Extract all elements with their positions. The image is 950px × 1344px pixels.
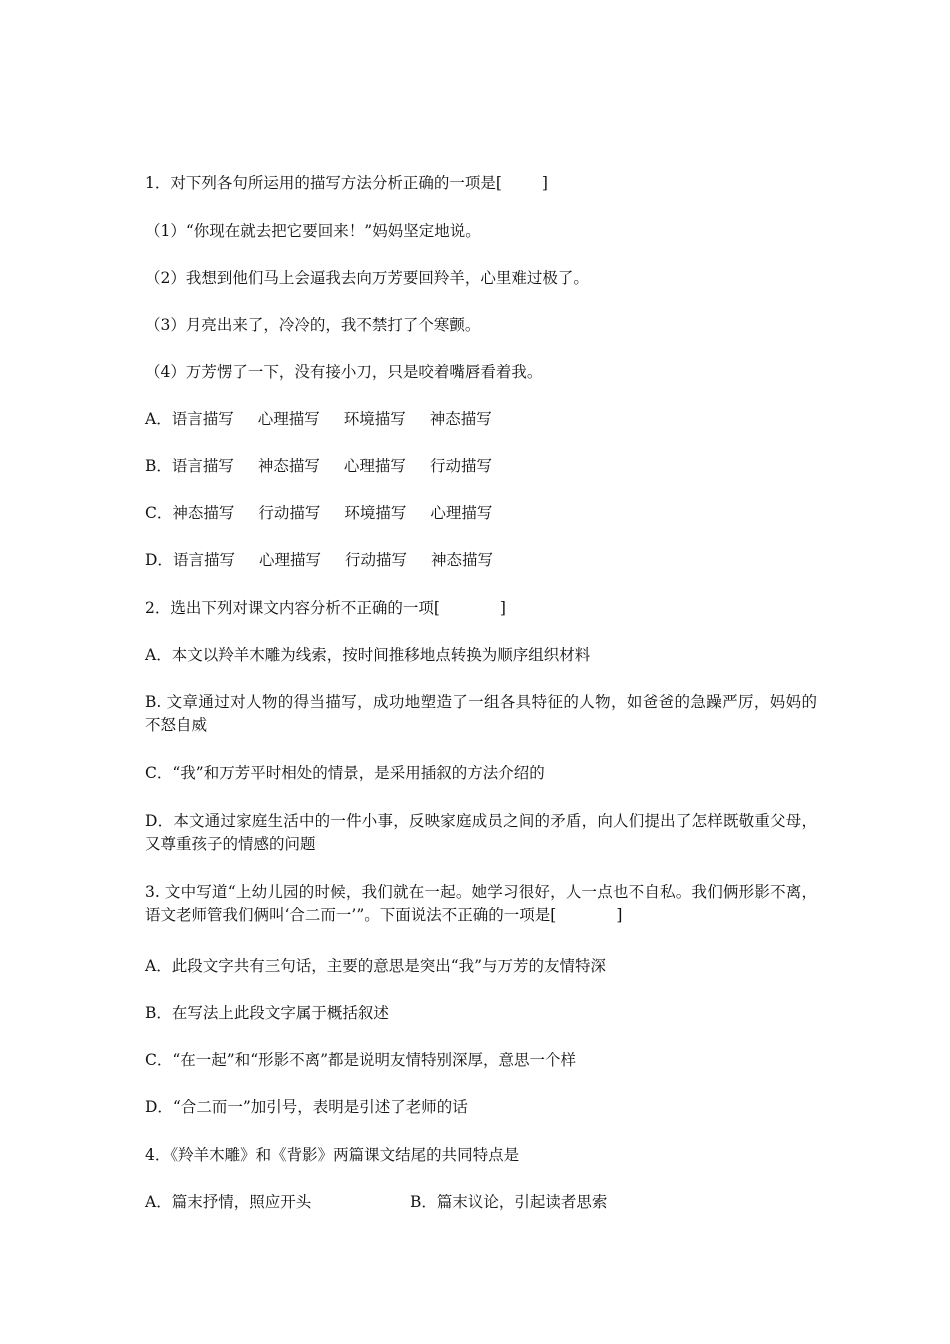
q3-option-c: C．“在一起”和“形影不离”都是说明友情特别深厚，意思一个样 [145, 1051, 577, 1069]
q1-stem: 1．对下列各句所运用的描写方法分析正确的一项是[ ] [145, 174, 548, 192]
q3-stem: 3. 文中写道“上幼儿园的时候，我们就在一起。她学习很好，人一点也不自私。我们俩形影不离，语文老师管我们俩叫‘合二而一’”。下面说法不正确的一项是[ ] [145, 883, 817, 924]
q1-option-c: C．神态描写 行动描写 环境描写 心理描写 [145, 504, 493, 522]
q2-option-d: D．本文通过家庭生活中的一件小事，反映家庭成员之间的矛盾，向人们提出了怎样既敬重父母，又尊重孩子的情感的问题 [145, 812, 817, 853]
q1-option-b: B．语言描写 神态描写 心理描写 行动描写 [145, 457, 492, 475]
q2-stem: 2．选出下列对课文内容分析不正确的一项[ ] [145, 599, 506, 617]
q3-option-d: D．“合二而一”加引号，表明是引述了老师的话 [145, 1098, 468, 1116]
q1-sentence-1: （1）“你现在就去把它要回来！”妈妈坚定地说。 [145, 222, 481, 240]
q1-sentence-4: （4）万芳愣了一下，没有接小刀，只是咬着嘴唇看着我。 [145, 363, 543, 381]
q1-option-a: A．语言描写 心理描写 环境描写 神态描写 [145, 410, 492, 428]
q4-stem: 4．《羚羊木雕》和《背影》两篇课文结尾的共同特点是 [145, 1146, 520, 1164]
q2-option-a: A．本文以羚羊木雕为线索，按时间推移地点转换为顺序组织材料 [145, 646, 591, 664]
q4-option-a: A．篇末抒情，照应开头 [145, 1193, 312, 1211]
q4-option-b: B．篇末议论，引起读者思索 [410, 1193, 608, 1211]
q1-option-d: D．语言描写 心理描写 行动描写 神态描写 [145, 551, 493, 569]
q2-option-c: C．“我”和万芳平时相处的情景，是采用插叙的方法介绍的 [145, 764, 545, 782]
q3-option-b: B．在写法上此段文字属于概括叙述 [145, 1004, 389, 1022]
q3-option-a: A．此段文字共有三句话，主要的意思是突出“我”与万芳的友情特深 [145, 957, 607, 975]
q1-sentence-2: （2）我想到他们马上会逼我去向万芳要回羚羊，心里难过极了。 [145, 269, 589, 287]
q4-options [145, 1191, 817, 1214]
q2-option-b: B. 文章通过对人物的得当描写，成功地塑造了一组各具特征的人物，如爸爸的急躁严厉，妈妈的不怒自威 [145, 693, 817, 734]
q1-sentence-3: （3）月亮出来了，冷冷的，我不禁打了个寒颤。 [145, 316, 481, 334]
